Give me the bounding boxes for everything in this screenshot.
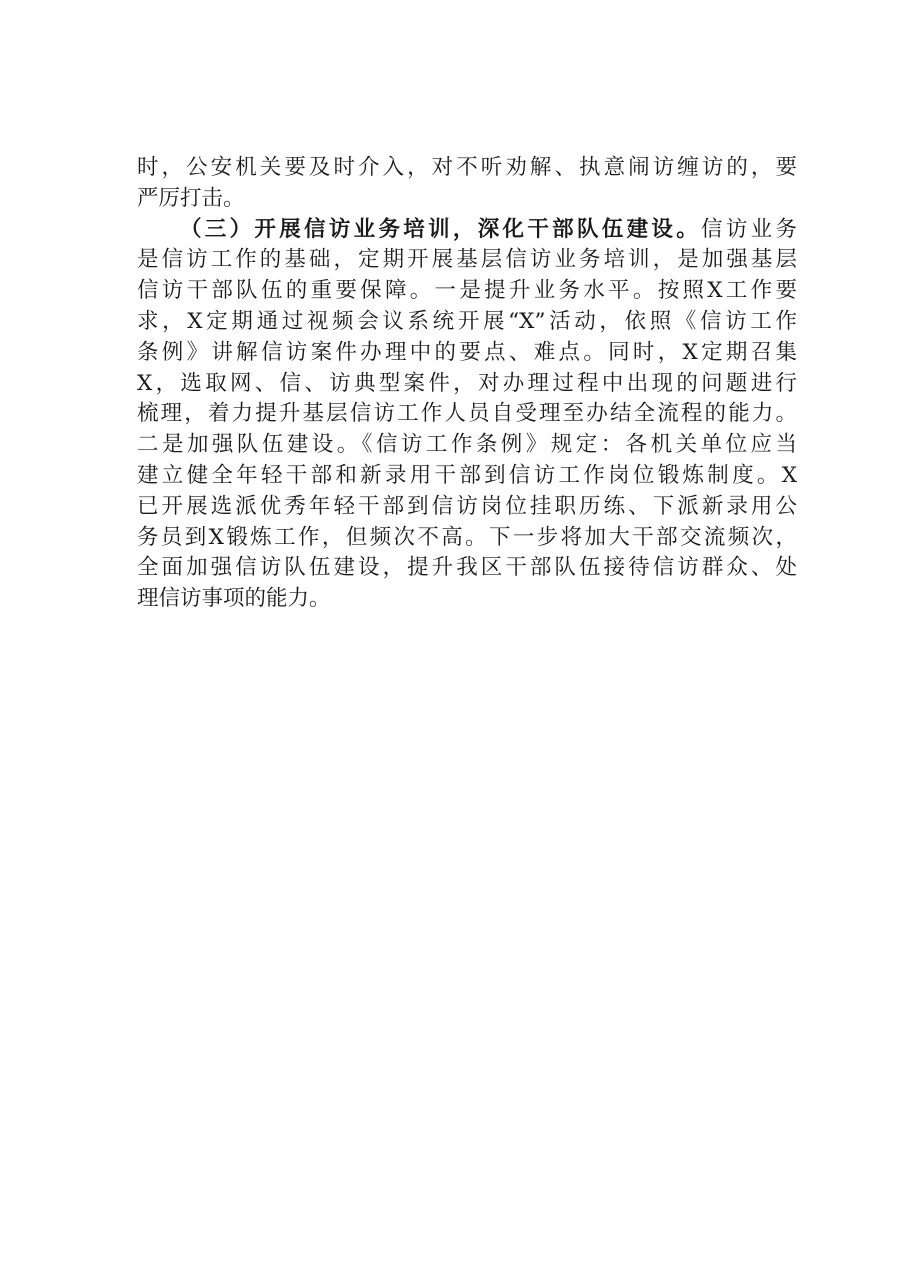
paragraph-continuation — [137, 153, 797, 215]
text-line: 已开展选派优秀年轻干部到信访岗位挂职历练、下派新录用公 — [137, 493, 797, 519]
paragraph-section-three — [137, 215, 797, 615]
text-line: 务员到X锻炼工作，但频次不高。下一步将加大干部交流频次， — [137, 524, 797, 550]
section-heading: （三）开展信访业务培训，深化干部队伍建设。 — [180, 216, 702, 242]
text-line: 严厉打击。 — [137, 185, 245, 211]
text-line: 时，公安机关要及时介入，对不听劝解、执意闹访缠访的，要 — [137, 155, 797, 180]
text-line: 信访干部队伍的重要保障。一是提升业务水平。按照X工作要 — [137, 278, 797, 304]
text-line: 全面加强信访队伍建设，提升我区干部队伍接待信访群众、处 — [137, 555, 797, 581]
document-body — [137, 153, 797, 615]
text-run: 信访业务 — [701, 216, 797, 242]
text-line: 建立健全年轻干部和新录用干部到信访工作岗位锻炼制度。X — [137, 462, 797, 488]
text-line: 求，X定期通过视频会议系统开展“X”活动，依照《信访工作 — [137, 308, 797, 334]
text-line: 理信访事项的能力。 — [137, 586, 331, 612]
text-line: 二是加强队伍建设。《信访工作条例》规定：各机关单位应当 — [137, 432, 797, 458]
text-line: X，选取网、信、访典型案件，对办理过程中出现的问题进行 — [137, 370, 797, 396]
text-line: 条例》讲解信访案件办理中的要点、难点。同时，X定期召集 — [137, 339, 797, 365]
text-line: 梳理，着力提升基层信访工作人员自受理至办结全流程的能力。 — [137, 401, 797, 427]
text-line: 是信访工作的基础，定期开展基层信访业务培训，是加强基层 — [137, 247, 797, 273]
text-line-first — [137, 215, 797, 246]
